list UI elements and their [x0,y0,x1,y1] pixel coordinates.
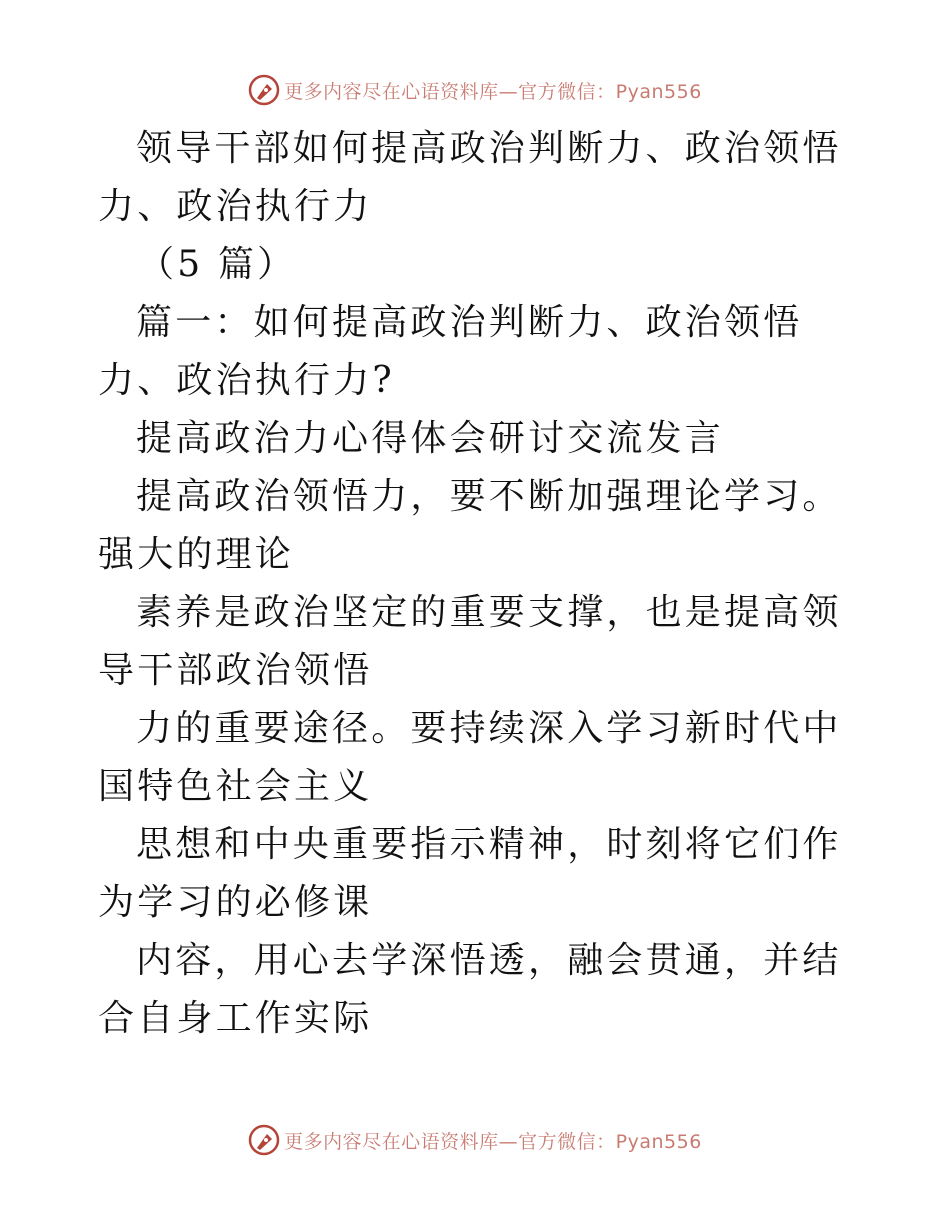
body-paragraph: 提高政治领悟力，要不断加强理论学习。强大的理论 [98,476,842,575]
footer-banner [0,1120,950,1160]
body-paragraph: 内容，用心去学深悟透，融会贯通，并结合自身工作实际 [98,940,842,1039]
body-paragraph: 思想和中央重要指示精神，时刻将它们作为学习的必修课 [98,824,842,923]
pen-nib-logo-icon [248,1124,280,1156]
body-paragraph: 素养是政治坚定的重要支撑，也是提高领导干部政治领悟 [98,592,842,691]
section-heading: 篇一：如何提高政治判断力、政治领悟力、政治执行力? [98,302,803,401]
header-banner [0,70,950,110]
banner-text: 更多内容尽在心语资料库—官方微信：Pyan556 [284,1130,702,1153]
article-count: （5 篇） [138,244,297,285]
subheading: 提高政治力心得体会研讨交流发言 [136,418,725,459]
document-title: 领导干部如何提高政治判断力、政治领悟力、政治执行力 [98,128,842,227]
document-body [98,120,858,1048]
pen-nib-logo-icon [248,74,280,106]
banner-text: 更多内容尽在心语资料库—官方微信：Pyan556 [284,80,702,103]
body-paragraph: 力的重要途径。要持续深入学习新时代中国特色社会主义 [98,708,842,807]
